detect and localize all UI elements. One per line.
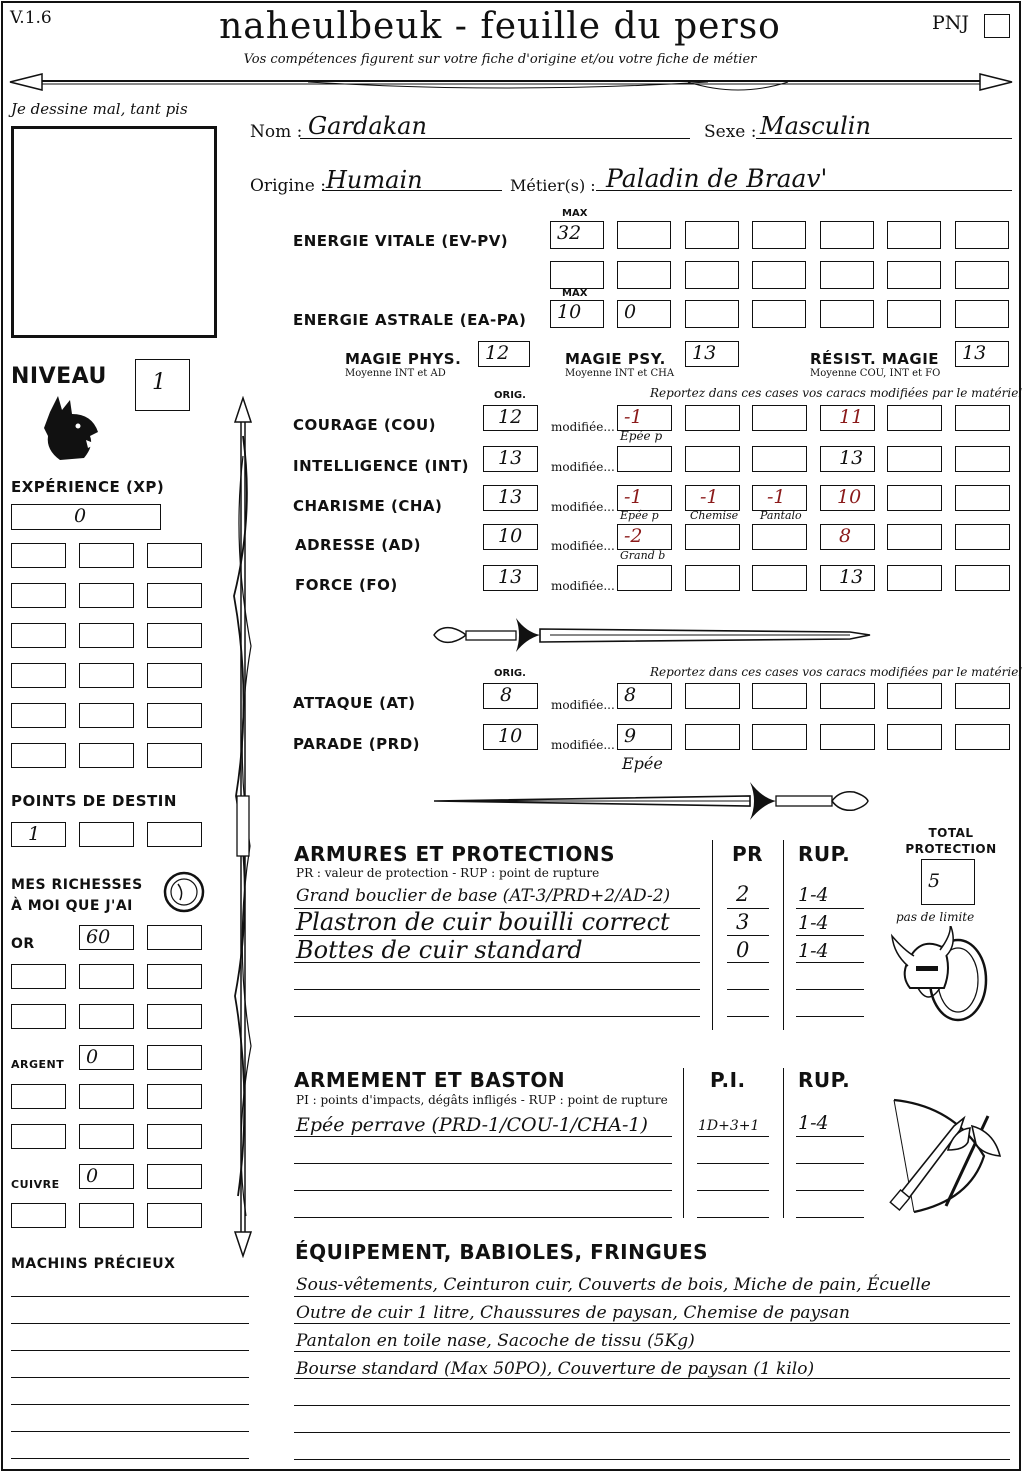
carac-mod-box[interactable]	[617, 446, 672, 472]
carac-orig-value: 13	[498, 447, 523, 469]
protection-limit-note: pas de limite	[896, 910, 975, 924]
armement-note: PI : points d'impacts, dégâts infligés - RUP : point de rupture	[296, 1093, 668, 1107]
arme-line	[294, 1136, 672, 1137]
prd-orig-box[interactable]	[483, 724, 538, 750]
arme-rup[interactable]: 1-4	[798, 1112, 829, 1134]
machins-line[interactable]	[11, 1323, 249, 1324]
arme-name[interactable]: Epée perrave (PRD-1/COU-1/CHA-1)	[296, 1114, 648, 1136]
equipement-line-text[interactable]: Pantalon en toile nase, Sacoche de tissu (5Kg)	[296, 1331, 695, 1351]
carac-mod-value: -1	[700, 486, 719, 508]
carac-mod-box[interactable]	[955, 565, 1010, 591]
ev-max-label: MAX	[562, 208, 588, 219]
magie-phys-label: MAGIE PHYS.	[345, 350, 462, 368]
carac-orig-value: 12	[498, 406, 523, 428]
armement-divider	[683, 1068, 684, 1218]
ev-box[interactable]	[887, 221, 941, 249]
carac-orig-box[interactable]	[483, 405, 538, 431]
argent-box[interactable]	[11, 1124, 66, 1149]
argent-box[interactable]	[147, 1124, 202, 1149]
carac-mod-note: Grand b	[620, 549, 666, 562]
armure-line[interactable]	[294, 1016, 700, 1017]
ea-current-box[interactable]	[617, 300, 671, 328]
carac-modifie-label: modifiée...	[551, 460, 615, 474]
at-mod-box[interactable]	[955, 683, 1010, 709]
xp-label: EXPÉRIENCE (XP)	[11, 478, 165, 496]
weapons-icon	[884, 1096, 1004, 1216]
armure-line	[796, 908, 864, 909]
ea-max-value: 10	[557, 301, 582, 323]
carac-mod-box[interactable]	[955, 405, 1010, 431]
magie-phys-note: Moyenne INT et AD	[345, 368, 446, 379]
cuivre-label: CUIVRE	[11, 1178, 60, 1191]
carac-mod-box[interactable]	[820, 485, 875, 511]
prd-mod-value: 9	[624, 725, 637, 747]
armure-name[interactable]: Bottes de cuir standard	[296, 936, 583, 964]
carac-mod-value: 10	[837, 486, 862, 508]
caracs-report-note: Reportez dans ces cases vos caracs modifiées par le matériel	[650, 386, 1023, 400]
xp-extra-box[interactable]	[11, 663, 66, 688]
carac-mod-box[interactable]	[752, 565, 807, 591]
prd-mod-box[interactable]	[685, 724, 740, 750]
carac-mod-box[interactable]	[685, 565, 740, 591]
machins-line[interactable]	[11, 1404, 249, 1405]
xp-extra-box[interactable]	[79, 623, 134, 648]
arme-line[interactable]	[697, 1163, 769, 1164]
argent-box[interactable]	[79, 1045, 134, 1070]
armure-pr[interactable]: 3	[736, 910, 750, 934]
ea-max-label: MAX	[562, 288, 588, 299]
armures-divider	[783, 840, 784, 1030]
equipement-line-text[interactable]: Sous-vêtements, Ceinturon cuir, Couverts de bois, Miche de pain, Écuelle	[296, 1275, 931, 1295]
ev-box[interactable]	[752, 221, 806, 249]
carac-mod-note: Pantalo	[760, 509, 802, 522]
arme-line[interactable]	[796, 1217, 864, 1218]
carac-mod-box[interactable]	[752, 485, 807, 511]
magie-psy-value: 13	[692, 342, 717, 364]
magie-phys-value: 12	[485, 342, 510, 364]
carac-orig-box[interactable]	[483, 446, 538, 472]
metier-value[interactable]: Paladin de Braav'	[606, 164, 828, 193]
carac-orig-value: 13	[498, 486, 523, 508]
armure-pr[interactable]: 0	[736, 938, 750, 962]
carac-mod-box[interactable]	[820, 405, 875, 431]
armure-line[interactable]	[796, 989, 864, 990]
carac-mod-box[interactable]	[685, 446, 740, 472]
xp-extra-box[interactable]	[11, 583, 66, 608]
portrait-box[interactable]	[11, 126, 217, 338]
arme-line	[697, 1136, 769, 1137]
ea-current-value: 0	[624, 301, 637, 323]
xp-extra-box[interactable]	[79, 543, 134, 568]
armement-title: ARMEMENT ET BASTON	[294, 1068, 566, 1092]
argent-box[interactable]	[79, 1124, 134, 1149]
coin-icon	[162, 870, 206, 914]
arme-line[interactable]	[294, 1217, 672, 1218]
machins-line[interactable]	[11, 1377, 249, 1378]
prd-modifie-label: modifiée...	[551, 738, 615, 752]
ev-box[interactable]	[955, 261, 1009, 289]
at-orig-box[interactable]	[483, 683, 538, 709]
caracs-orig-label: ORIG.	[494, 390, 526, 401]
argent-value: 0	[86, 1046, 99, 1068]
carac-label: FORCE (FO)	[295, 576, 398, 594]
ev-box[interactable]	[617, 221, 671, 249]
ev-box[interactable]	[820, 221, 874, 249]
equipement-line	[294, 1323, 1010, 1324]
armure-line	[294, 962, 700, 963]
arme-line[interactable]	[294, 1163, 672, 1164]
carac-mod-box[interactable]	[955, 446, 1010, 472]
carac-mod-box[interactable]	[820, 446, 875, 472]
destin-label: POINTS DE DESTIN	[11, 792, 177, 810]
sword-icon	[430, 778, 872, 824]
carac-orig-value: 13	[498, 566, 523, 588]
carac-mod-box[interactable]	[955, 524, 1010, 550]
ev-box[interactable]	[887, 261, 941, 289]
carac-mod-note: Epée p	[620, 429, 663, 443]
magie-psy-label: MAGIE PSY.	[565, 350, 666, 368]
carac-mod-box[interactable]	[617, 485, 672, 511]
arme-line[interactable]	[697, 1217, 769, 1218]
carac-orig-box[interactable]	[483, 524, 538, 550]
dragon-icon	[40, 392, 104, 464]
carac-mod-value: -1	[767, 486, 786, 508]
xp-value: 0	[74, 505, 87, 527]
armement-rup-header: RUP.	[798, 1068, 851, 1092]
armure-line	[294, 935, 700, 936]
destin-box[interactable]	[147, 822, 202, 847]
at-mod-box[interactable]	[820, 683, 875, 709]
or-box[interactable]	[147, 925, 202, 950]
machins-line[interactable]	[11, 1458, 249, 1459]
cuivre-box[interactable]	[147, 1164, 202, 1189]
carac-mod-box[interactable]	[887, 565, 942, 591]
ev-max-value: 32	[557, 222, 582, 244]
or-box[interactable]	[79, 964, 134, 989]
origine-value[interactable]: Humain	[326, 166, 423, 194]
armure-rup[interactable]: 1-4	[798, 940, 829, 962]
carac-label: COURAGE (COU)	[293, 416, 437, 434]
niveau-box[interactable]	[135, 359, 190, 411]
prd-orig-value: 10	[498, 725, 523, 747]
carac-mod-box[interactable]	[752, 446, 807, 472]
argent-box[interactable]	[79, 1084, 134, 1109]
xp-extra-box[interactable]	[147, 663, 202, 688]
arme-line[interactable]	[796, 1163, 864, 1164]
armures-pr-header: PR	[732, 842, 764, 866]
cuivre-box[interactable]	[11, 1203, 66, 1228]
total-protection-label: TOTAL	[928, 826, 974, 840]
ev-box[interactable]	[617, 261, 671, 289]
armure-line[interactable]	[796, 1016, 864, 1017]
ev-box[interactable]	[820, 261, 874, 289]
xp-extra-box[interactable]	[11, 543, 66, 568]
equipement-line[interactable]	[294, 1432, 1010, 1433]
carac-mod-box[interactable]	[752, 405, 807, 431]
richesses-label: MES RICHESSES	[11, 877, 143, 893]
at-orig-value: 8	[500, 684, 513, 706]
ea-max-box[interactable]	[550, 300, 604, 328]
ev-label: ENERGIE VITALE (EV-PV)	[293, 232, 509, 250]
ea-label: ENERGIE ASTRALE (EA-PA)	[293, 311, 527, 329]
cuivre-value: 0	[86, 1165, 99, 1187]
version-label: V.1.6	[10, 8, 52, 28]
prd-mod-box[interactable]	[752, 724, 807, 750]
niveau-value: 1	[152, 370, 166, 395]
ev-box[interactable]	[685, 261, 739, 289]
equipement-line[interactable]	[294, 1459, 1010, 1460]
carac-mod-value: 13	[839, 447, 864, 469]
prd-mod-box[interactable]	[820, 724, 875, 750]
equipement-line	[294, 1378, 1010, 1379]
page-subtitle: Vos compétences figurent sur votre fiche d'origine et/ou votre fiche de métier	[243, 52, 757, 67]
prd-mod-box[interactable]	[887, 724, 942, 750]
armure-line	[727, 908, 769, 909]
armure-line	[796, 935, 864, 936]
xp-extra-box[interactable]	[79, 583, 134, 608]
carac-label: INTELLIGENCE (INT)	[293, 457, 469, 475]
arme-line[interactable]	[796, 1190, 864, 1191]
armures-rup-header: RUP.	[798, 842, 851, 866]
argent-box[interactable]	[147, 1084, 202, 1109]
carac-modifie-label: modifiée...	[551, 579, 615, 593]
armure-line[interactable]	[294, 989, 700, 990]
richesses-label-2: À MOI QUE J'AI	[11, 898, 133, 914]
destin-box[interactable]	[79, 822, 134, 847]
armure-rup[interactable]: 1-4	[798, 912, 829, 934]
xp-extra-box[interactable]	[147, 583, 202, 608]
carac-mod-box[interactable]	[617, 524, 672, 550]
ea-box[interactable]	[955, 300, 1009, 328]
resist-magie-label: RÉSIST. MAGIE	[810, 350, 940, 368]
at-modifie-label: modifiée...	[551, 698, 615, 712]
page-title: naheulbeuk - feuille du perso	[219, 6, 781, 47]
combat-report-note: Reportez dans ces cases vos caracs modifiées par le matériel	[650, 665, 1023, 679]
portrait-caption: Je dessine mal, tant pis	[11, 100, 188, 118]
carac-mod-box[interactable]	[820, 565, 875, 591]
arme-pi[interactable]: 1D+3+1	[698, 1118, 760, 1134]
resist-magie-box[interactable]	[955, 341, 1009, 367]
or-box[interactable]	[11, 964, 66, 989]
carac-modifie-label: modifiée...	[551, 500, 615, 514]
or-box[interactable]	[79, 925, 134, 950]
resist-magie-value: 13	[962, 342, 987, 364]
origine-label: Origine :	[250, 176, 326, 196]
arme-line	[796, 1136, 864, 1137]
prd-label: PARADE (PRD)	[293, 735, 421, 753]
machins-line[interactable]	[11, 1431, 249, 1432]
xp-box[interactable]	[11, 504, 161, 530]
armure-line[interactable]	[727, 989, 769, 990]
armure-line	[294, 908, 700, 909]
nom-label: Nom :	[250, 122, 303, 142]
armure-line	[727, 935, 769, 936]
carac-mod-value: 8	[839, 525, 852, 547]
carac-mod-box[interactable]	[617, 565, 672, 591]
xp-extra-box[interactable]	[79, 663, 134, 688]
armure-line[interactable]	[727, 1016, 769, 1017]
at-mod-box[interactable]	[887, 683, 942, 709]
xp-extra-box[interactable]	[147, 703, 202, 728]
armure-rup[interactable]: 1-4	[798, 884, 829, 906]
armures-title: ARMURES ET PROTECTIONS	[294, 842, 615, 866]
niveau-label: NIVEAU	[11, 364, 107, 389]
armure-name[interactable]: Grand bouclier de base (AT-3/PRD+2/AD-2)	[296, 886, 671, 906]
pnj-checkbox[interactable]	[984, 14, 1010, 38]
equipement-title: ÉQUIPEMENT, BABIOLES, FRINGUES	[295, 1240, 709, 1264]
carac-mod-value: 13	[839, 566, 864, 588]
armure-line	[796, 962, 864, 963]
carac-mod-value: -1	[624, 406, 643, 428]
ev-box[interactable]	[685, 221, 739, 249]
carac-mod-value: -2	[624, 525, 643, 547]
combat-orig-label: ORIG.	[494, 668, 526, 679]
ev-box[interactable]	[550, 261, 604, 289]
or-box[interactable]	[11, 1004, 66, 1029]
magie-psy-note: Moyenne INT et CHA	[565, 368, 675, 379]
carac-mod-note: Epée p	[620, 509, 659, 522]
carac-orig-value: 10	[498, 525, 523, 547]
total-protection-box[interactable]	[921, 859, 975, 905]
carac-modifie-label: modifiée...	[551, 539, 615, 553]
cuivre-box[interactable]	[147, 1203, 202, 1228]
cuivre-box[interactable]	[79, 1203, 134, 1228]
nom-value[interactable]: Gardakan	[308, 112, 427, 140]
ea-box[interactable]	[685, 300, 739, 328]
cuivre-box[interactable]	[79, 1164, 134, 1189]
or-box[interactable]	[79, 1004, 134, 1029]
machins-label: MACHINS PRÉCIEUX	[11, 1256, 176, 1272]
carac-mod-box[interactable]	[820, 524, 875, 550]
helmet-shield-icon	[888, 926, 998, 1026]
metier-label: Métier(s) :	[510, 176, 596, 195]
xp-extra-box[interactable]	[11, 623, 66, 648]
carac-mod-box[interactable]	[752, 524, 807, 550]
arme-line[interactable]	[294, 1190, 672, 1191]
or-box[interactable]	[147, 964, 202, 989]
carac-mod-box[interactable]	[955, 485, 1010, 511]
carac-mod-box[interactable]	[887, 405, 942, 431]
xp-extra-box[interactable]	[79, 703, 134, 728]
armement-divider	[783, 1068, 784, 1218]
argent-box[interactable]	[11, 1084, 66, 1109]
carac-orig-box[interactable]	[483, 565, 538, 591]
at-mod-box[interactable]	[617, 683, 672, 709]
total-protection-value: 5	[928, 870, 941, 892]
armures-note: PR : valeur de protection - RUP : point de rupture	[296, 866, 600, 880]
ea-box[interactable]	[887, 300, 941, 328]
carac-mod-box[interactable]	[685, 485, 740, 511]
magie-phys-box[interactable]	[478, 341, 530, 367]
pnj-label: PNJ	[932, 12, 970, 34]
carac-mod-note: Chemise	[690, 509, 739, 522]
equipement-line[interactable]	[294, 1405, 1010, 1406]
equipement-line	[294, 1351, 1010, 1352]
ea-box[interactable]	[820, 300, 874, 328]
at-label: ATTAQUE (AT)	[293, 694, 416, 712]
sword-icon	[430, 612, 872, 658]
carac-mod-value: 11	[839, 406, 864, 428]
xp-extra-box[interactable]	[147, 623, 202, 648]
armure-name[interactable]: Plastron de cuir bouilli correct	[296, 908, 670, 936]
xp-extra-box[interactable]	[11, 743, 66, 768]
equipement-line-text[interactable]: Outre de cuir 1 litre, Chaussures de paysan, Chemise de paysan	[296, 1303, 850, 1323]
carac-mod-box[interactable]	[887, 524, 942, 550]
carac-modifie-label: modifiée...	[551, 420, 615, 434]
vertical-spear-icon	[226, 396, 260, 1258]
sexe-label: Sexe :	[704, 122, 757, 142]
magie-psy-box[interactable]	[685, 341, 739, 367]
carac-mod-box[interactable]	[685, 524, 740, 550]
at-mod-value: 8	[624, 684, 637, 706]
destin-value: 1	[28, 823, 41, 845]
spear-divider-icon	[8, 64, 1014, 98]
at-mod-box[interactable]	[685, 683, 740, 709]
equipement-line-text[interactable]: Bourse standard (Max 50PO), Couverture de paysan (1 kilo)	[296, 1359, 815, 1379]
argent-box[interactable]	[147, 1045, 202, 1070]
prd-mod-box[interactable]	[617, 724, 672, 750]
xp-extra-box[interactable]	[79, 743, 134, 768]
carac-mod-box[interactable]	[685, 405, 740, 431]
machins-line[interactable]	[11, 1350, 249, 1351]
arme-line[interactable]	[697, 1190, 769, 1191]
armement-pi-header: P.I.	[710, 1068, 746, 1092]
destin-box[interactable]	[11, 822, 66, 847]
armure-pr[interactable]: 2	[736, 882, 750, 906]
xp-extra-box[interactable]	[11, 703, 66, 728]
or-label: OR	[11, 936, 35, 952]
total-protection-label-2: PROTECTION	[905, 842, 997, 856]
sexe-value[interactable]: Masculin	[760, 112, 871, 140]
armures-divider	[712, 840, 713, 1030]
prd-mod-box[interactable]	[955, 724, 1010, 750]
armure-line	[727, 962, 769, 963]
carac-orig-box[interactable]	[483, 485, 538, 511]
equipement-line	[294, 1296, 1010, 1297]
argent-label: ARGENT	[11, 1058, 65, 1071]
at-mod-box[interactable]	[752, 683, 807, 709]
carac-mod-value: -1	[624, 486, 643, 508]
machins-line[interactable]	[11, 1296, 249, 1297]
carac-mod-box[interactable]	[887, 485, 942, 511]
carac-mod-box[interactable]	[617, 405, 672, 431]
ea-box[interactable]	[752, 300, 806, 328]
carac-label: CHARISME (CHA)	[293, 497, 443, 515]
resist-magie-note: Moyenne COU, INT et FO	[810, 368, 941, 379]
xp-extra-box[interactable]	[147, 743, 202, 768]
xp-extra-box[interactable]	[147, 543, 202, 568]
ev-box[interactable]	[752, 261, 806, 289]
carac-mod-box[interactable]	[887, 446, 942, 472]
ev-box[interactable]	[955, 221, 1009, 249]
prd-weapon-note: Epée	[622, 754, 663, 773]
carac-label: ADRESSE (AD)	[295, 536, 422, 554]
or-box[interactable]	[147, 1004, 202, 1029]
ev-max-box[interactable]	[550, 221, 604, 249]
or-value: 60	[86, 926, 111, 948]
